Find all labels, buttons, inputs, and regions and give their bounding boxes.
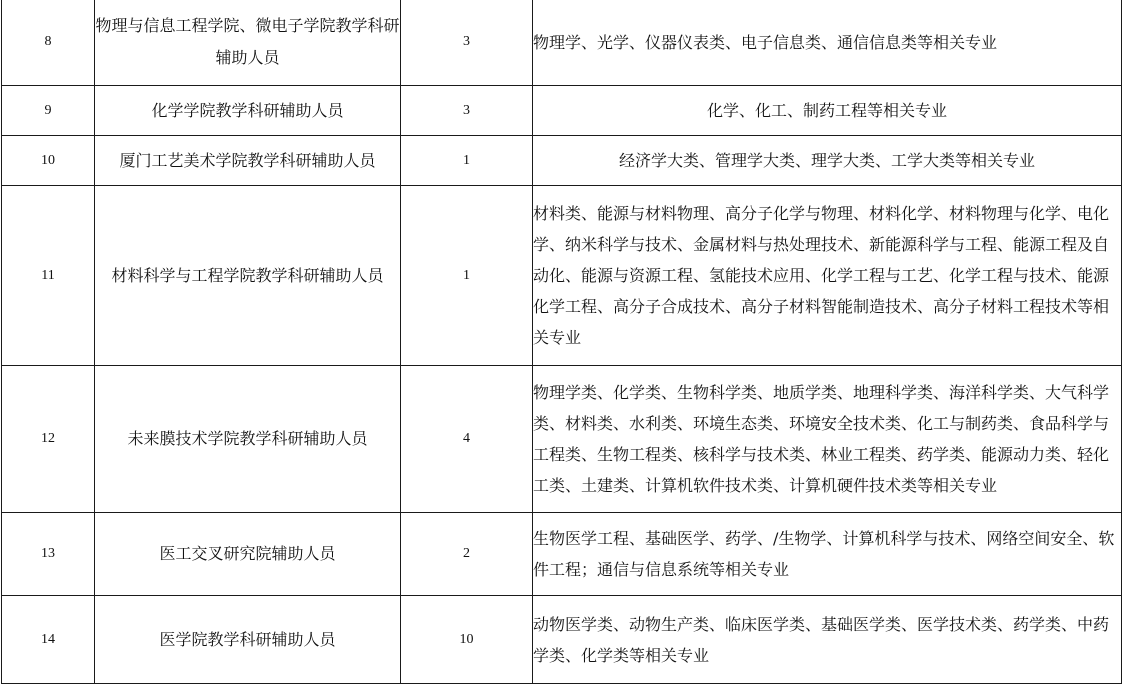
headcount-cell: 1 xyxy=(401,136,533,186)
major-requirements-cell: 经济学大类、管理学大类、理学大类、工学大类等相关专业 xyxy=(533,136,1122,186)
table-row xyxy=(2,136,1122,186)
department-cell: 医学院教学科研辅助人员 xyxy=(95,596,401,684)
department-cell: 厦门工艺美术学院教学科研辅助人员 xyxy=(95,136,401,186)
table-row xyxy=(2,366,1122,513)
department-cell: 化学学院教学科研辅助人员 xyxy=(95,86,401,136)
row-number: 12 xyxy=(2,366,95,513)
headcount-cell: 1 xyxy=(401,186,533,366)
major-requirements-cell: 物理学类、化学类、生物科学类、地质学类、地理科学类、海洋科学类、大气科学类、材料类、水利类、环境生态类、环境安全技术类、化工与制药类、食品科学与工程类、生物工程类、核科学与技术类、林业工程类、药学类、能源动力类、轻化工类、土建类、计算机软件技术类、计算机硬件技术类等相关专业 xyxy=(533,366,1122,513)
row-number: 9 xyxy=(2,86,95,136)
table-row xyxy=(2,513,1122,596)
major-requirements-cell: 材料类、能源与材料物理、高分子化学与物理、材料化学、材料物理与化学、电化学、纳米科学与技术、金属材料与热处理技术、新能源科学与工程、能源工程及自动化、能源与资源工程、氢能技术应用、化学工程与工艺、化学工程与技术、能源化学工程、高分子合成技术、高分子材料智能制造技术、高分子材料工程技术等相关专业 xyxy=(533,186,1122,366)
headcount-cell: 3 xyxy=(401,86,533,136)
department-cell: 物理与信息工程学院、微电子学院教学科研辅助人员 xyxy=(95,0,401,86)
row-number: 14 xyxy=(2,596,95,684)
recruitment-table xyxy=(1,0,1122,684)
table-row xyxy=(2,0,1122,86)
row-number: 11 xyxy=(2,186,95,366)
department-cell: 未来膜技术学院教学科研辅助人员 xyxy=(95,366,401,513)
headcount-cell: 3 xyxy=(401,0,533,86)
major-requirements-cell: 化学、化工、制药工程等相关专业 xyxy=(533,86,1122,136)
major-requirements-cell: 动物医学类、动物生产类、临床医学类、基础医学类、医学技术类、药学类、中药学类、化学类等相关专业 xyxy=(533,596,1122,684)
headcount-cell: 2 xyxy=(401,513,533,596)
department-cell: 材料科学与工程学院教学科研辅助人员 xyxy=(95,186,401,366)
headcount-cell: 10 xyxy=(401,596,533,684)
headcount-cell: 4 xyxy=(401,366,533,513)
table-row xyxy=(2,596,1122,684)
major-requirements-cell: 生物医学工程、基础医学、药学、/生物学、计算机科学与技术、网络空间安全、软件工程；通信与信息系统等相关专业 xyxy=(533,513,1122,596)
row-number: 13 xyxy=(2,513,95,596)
row-number: 8 xyxy=(2,0,95,86)
table-row xyxy=(2,186,1122,366)
table-row xyxy=(2,86,1122,136)
major-requirements-cell: 物理学、光学、仪器仪表类、电子信息类、通信信息类等相关专业 xyxy=(533,0,1122,86)
department-cell: 医工交叉研究院辅助人员 xyxy=(95,513,401,596)
row-number: 10 xyxy=(2,136,95,186)
